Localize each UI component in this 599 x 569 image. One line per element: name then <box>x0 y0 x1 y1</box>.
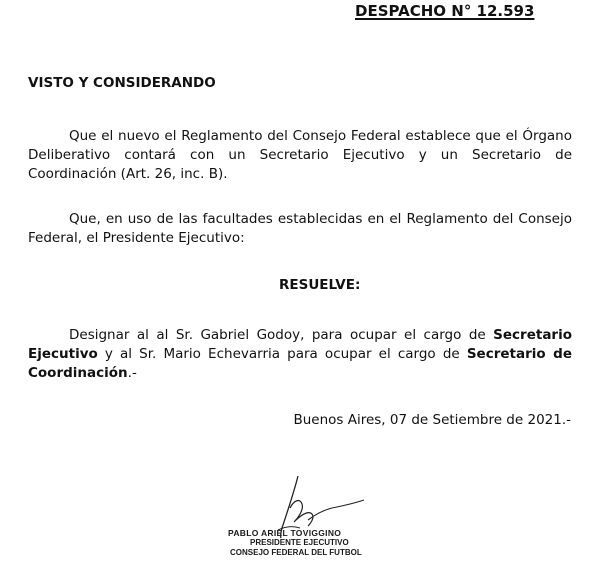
resolution-role-1: Secretario Ejecutivo <box>28 327 572 362</box>
signatory-role: PRESIDENTE EJECUTIVO <box>250 538 349 547</box>
paragraph-2-text: Que, en uso de las facultades establecidas en el Reglamento del Consejo Federal, el Presidente Ejecutivo: <box>28 211 572 246</box>
signatory-organization: CONSEJO FEDERAL DEL FUTBOL <box>230 548 362 557</box>
resolution-text-3: .- <box>127 365 137 381</box>
despacho-number: DESPACHO N° 12.593 <box>355 2 535 20</box>
visto-heading: VISTO Y CONSIDERANDO <box>28 75 216 91</box>
resolution-paragraph <box>28 326 572 383</box>
resolution-text-2: y al Sr. Mario Echevarria para ocupar el cargo de <box>97 346 467 362</box>
closing-date: Buenos Aires, 07 de Setiembre de 2021.- <box>293 412 571 428</box>
paragraph-1-text: Que el nuevo el Reglamento del Consejo Federal establece que el Órgano Deliberativo contará con un Secretario Ejecutivo y un Secretario de Coordinación (Art. 26, inc. B). <box>28 128 572 182</box>
signature-block <box>228 528 388 558</box>
considerando-paragraph-1 <box>28 127 572 184</box>
resolution-text-1: Designar al al Sr. Gabriel Godoy, para ocupar el cargo de <box>69 327 494 343</box>
signatory-name: PABLO ARIEL TOVIGGINO <box>228 528 342 538</box>
resolution-role-2: Secretario de Coordinación <box>28 346 572 381</box>
considerando-paragraph-2 <box>28 210 572 248</box>
resuelve-heading: RESUELVE: <box>279 277 361 293</box>
